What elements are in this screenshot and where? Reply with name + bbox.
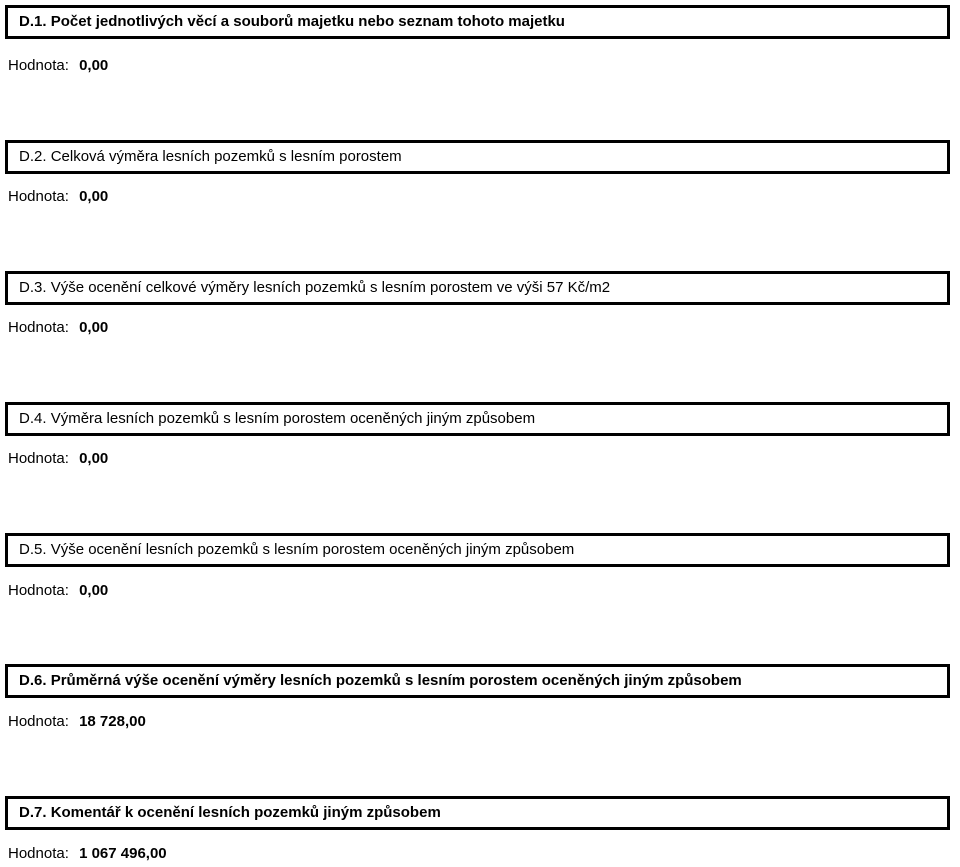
section-header-box bbox=[5, 402, 950, 436]
section-title-text: Průměrná výše ocenění výměry lesních pozemků s lesním porostem oceněných jiným způsobem bbox=[50, 672, 742, 689]
value-label: Hodnota: bbox=[8, 57, 69, 74]
value-label: Hodnota: bbox=[8, 713, 69, 730]
value-row bbox=[8, 319, 108, 337]
section-code: D.1. bbox=[19, 13, 47, 30]
value-row bbox=[8, 450, 108, 468]
value-amount: 0,00 bbox=[79, 450, 109, 467]
section-title-text: Komentář k ocenění lesních pozemků jiným způsobem bbox=[50, 804, 441, 821]
section-title bbox=[19, 804, 441, 822]
section-title bbox=[19, 410, 535, 428]
section-title bbox=[19, 541, 574, 559]
value-amount: 0,00 bbox=[79, 319, 109, 336]
value-amount: 0,00 bbox=[79, 582, 109, 599]
section-title-text: Výměra lesních pozemků s lesním porostem oceněných jiným způsobem bbox=[50, 410, 536, 427]
section-header-box bbox=[5, 271, 950, 305]
section-header-box bbox=[5, 796, 950, 830]
section-header-box bbox=[5, 664, 950, 698]
section-title-text: Celková výměra lesních pozemků s lesním porostem bbox=[50, 148, 402, 165]
value-row bbox=[8, 845, 167, 863]
section-code: D.3. bbox=[19, 279, 47, 296]
value-label: Hodnota: bbox=[8, 188, 69, 205]
section-code: D.2. bbox=[19, 148, 47, 165]
section-title-text: Počet jednotlivých věcí a souborů majetku nebo seznam tohoto majetku bbox=[50, 13, 565, 30]
section-title bbox=[19, 279, 610, 297]
value-label: Hodnota: bbox=[8, 845, 69, 862]
section-title bbox=[19, 672, 742, 690]
value-row bbox=[8, 188, 108, 206]
section-code: D.6. bbox=[19, 672, 47, 689]
section-title bbox=[19, 148, 402, 166]
value-label: Hodnota: bbox=[8, 319, 69, 336]
section-title-text: Výše ocenění lesních pozemků s lesním porostem oceněných jiným způsobem bbox=[50, 541, 575, 558]
section-title-text: Výše ocenění celkové výměry lesních pozemků s lesním porostem ve výši 57 Kč/m2 bbox=[50, 279, 611, 296]
value-amount: 0,00 bbox=[79, 188, 109, 205]
value-label: Hodnota: bbox=[8, 582, 69, 599]
section-header-box bbox=[5, 5, 950, 39]
section-code: D.7. bbox=[19, 804, 47, 821]
section-header-box bbox=[5, 140, 950, 174]
value-amount: 0,00 bbox=[79, 57, 109, 74]
section-header-box bbox=[5, 533, 950, 567]
value-row bbox=[8, 582, 108, 600]
value-label: Hodnota: bbox=[8, 450, 69, 467]
value-row bbox=[8, 57, 108, 75]
value-amount: 18 728,00 bbox=[79, 713, 146, 730]
section-code: D.4. bbox=[19, 410, 47, 427]
value-amount: 1 067 496,00 bbox=[79, 845, 167, 862]
section-title bbox=[19, 13, 565, 31]
value-row bbox=[8, 713, 146, 731]
section-code: D.5. bbox=[19, 541, 47, 558]
